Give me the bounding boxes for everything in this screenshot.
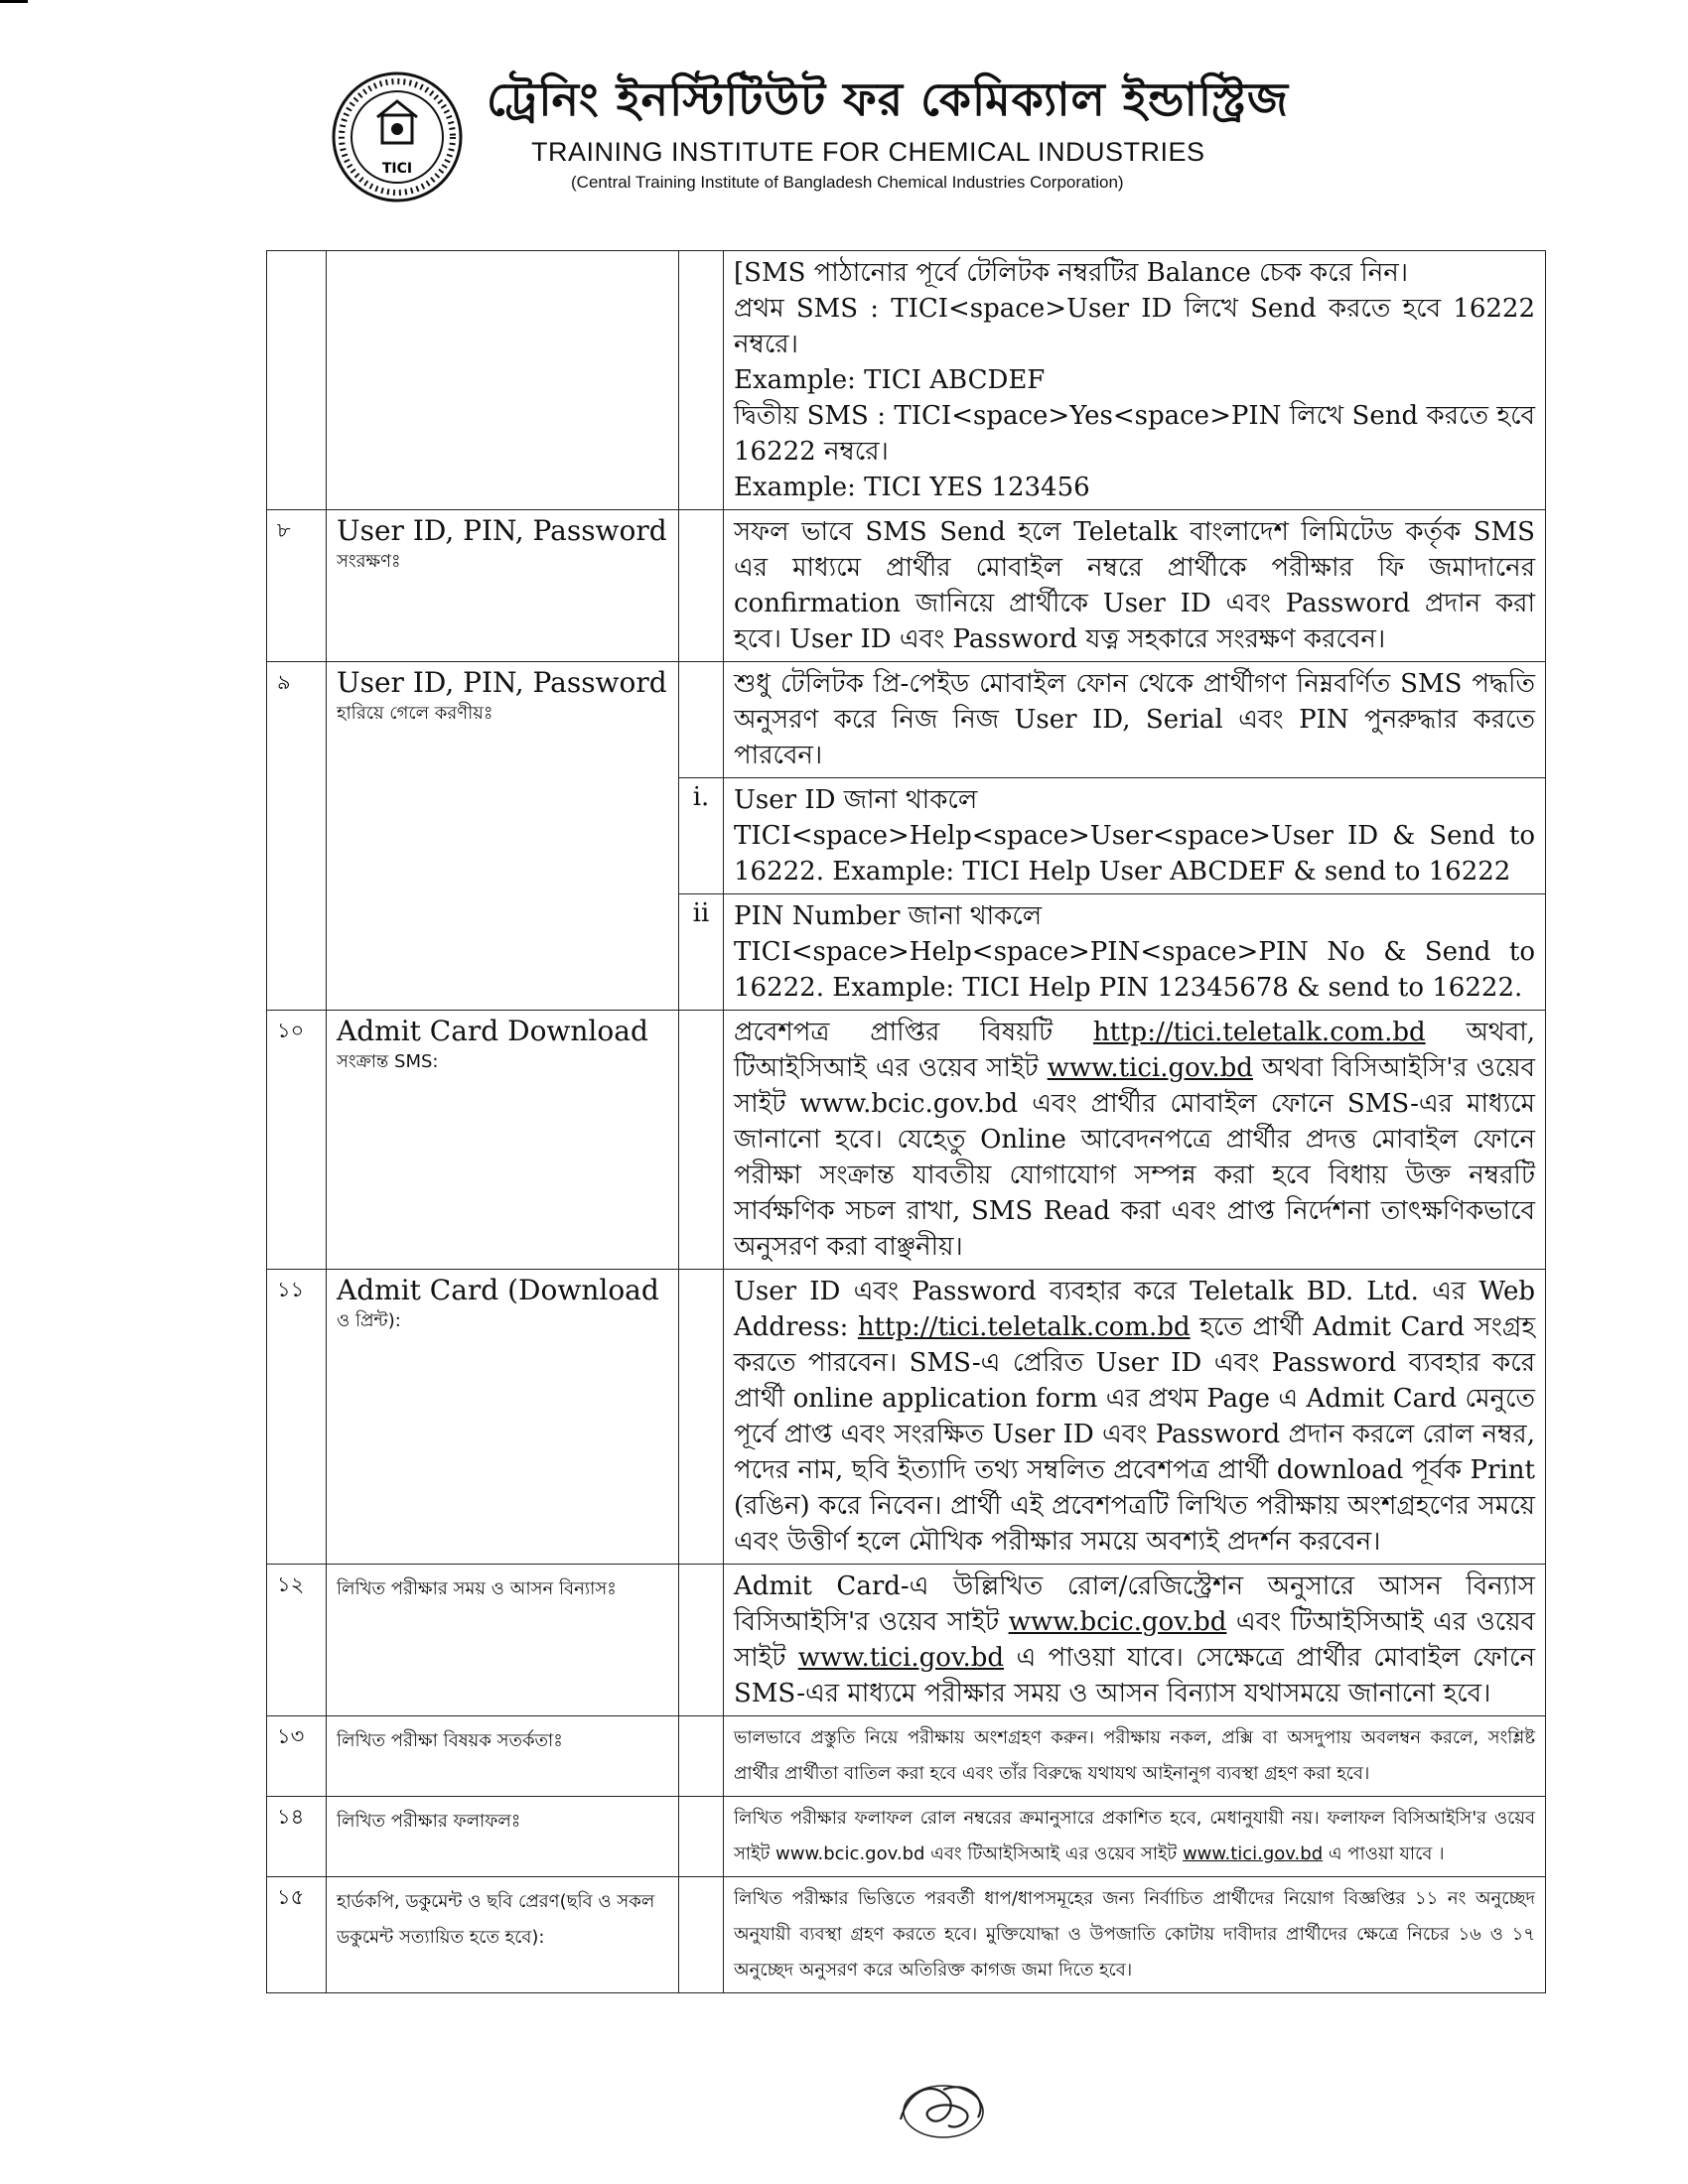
desc-text: এবং টিআইসিআই এর ওয়েব সাইট <box>734 1607 1536 1673</box>
row-sub-label <box>679 1565 724 1716</box>
table-row <box>267 1011 1546 1270</box>
row-title <box>327 1565 679 1716</box>
row-description: শুধু টেলিটক প্রি-পেইড মোবাইল ফোন থেকে প্রার্থীগণ নিম্নবর্ণিত SMS পদ্ধতি অনুসরণ করে নিজ নিজ User ID, Serial এবং PIN পুনরুদ্ধার করতে পারবেন। <box>724 662 1546 778</box>
row-number: ১২ <box>267 1565 327 1716</box>
row-title <box>327 1877 679 1993</box>
tici-seal-logo <box>328 68 467 206</box>
row-title-bangla: হার্ডকপি, ডকুমেন্ট ও ছবি প্রেরণ(ছবি ও সকল ডকুমেন্ট সত্যায়িত হতে হবে): <box>337 1891 655 1948</box>
tici-website-link[interactable]: www.tici.gov.bd <box>1047 1053 1253 1083</box>
row-number: ১৪ <box>267 1797 327 1877</box>
row-description: ভালভাবে প্রস্তুতি নিয়ে পরীক্ষায় অংশগ্রহণ করুন। পরীক্ষায় নকল, প্রক্সি বা অসদুপায় অবলম্বন করলে, সংশ্লিষ্ট প্রার্থীর প্রার্থীতা বাতিল করা হবে এবং তাঁর বিরুদ্ধে যথাযথ আইনানুগ ব্যবস্থা গ্রহণ করা হবে। <box>724 1716 1546 1797</box>
row-sub-label <box>679 1716 724 1797</box>
row-title <box>327 662 679 1011</box>
row-title-main: Admit Card Download <box>337 1015 648 1047</box>
institute-subtitle: (Central Training Institute of Bangladesh Chemical Industries Corporation) <box>571 173 1124 192</box>
desc-text: প্রবেশপত্র প্রাপ্তির বিষয়টি <box>734 1018 1054 1047</box>
table-row <box>267 662 1546 778</box>
row-title-bangla: লিখিত পরীক্ষার সময় ও আসন বিন্যাসঃ <box>337 1578 617 1599</box>
desc-text: Admit Card-এ উল্লিখিত রোল/রেজিস্ট্রেশন অনুসারে আসন বিন্যাস বিসিআইসি'র ওয়েব সাইট <box>734 1571 1535 1637</box>
seal-text: TICI <box>381 161 413 177</box>
desc-text: User ID এবং Password ব্যবহার করে Teletalk BD. Ltd. এর Web Address: <box>734 1277 1535 1342</box>
desc-text: অথবা বিসিআইসি'র ওয়েব সাইট www.bcic.gov.bd এবং প্রার্থীর মোবাইল ফোনে SMS-এর মাধ্যমে জানানো হবে। যেহেতু Online আবেদনপত্রে প্রার্থীর প্রদত্ত মোবাইল ফোনে পরীক্ষা সংক্রান্ত যাবতীয় যোগাযোগ সম্পন্ন করা হবে বিধায় উক্ত নম্বরটি সার্বক্ষণিক সচল রাখা, SMS Read করা এবং প্রাপ্ত নির্দেশনা তাৎক্ষণিকভাবে অনুসরণ করা বাঞ্ছনীয়। <box>734 1053 1536 1262</box>
tici-website-link[interactable]: www.tici.gov.bd <box>1182 1843 1324 1864</box>
row-title-bangla: সংরক্ষণঃ <box>337 551 401 572</box>
sub-label-i: i. <box>679 778 724 894</box>
row-number: ১৫ <box>267 1877 327 1993</box>
desc-text: অথবা, টিআইসিআই এর ওয়েব সাইট <box>734 1018 1536 1083</box>
row-number: ৯ <box>267 662 327 1011</box>
table-row <box>267 510 1546 662</box>
first-sms-instruction: প্রথম SMS : TICI<space>User ID লিখে Send করতে হবে 16222 নম্বরে। <box>734 294 1535 359</box>
scan-corner-mark <box>0 0 28 3</box>
second-sms-instruction: দ্বিতীয় SMS : TICI<space>Yes<space>PIN লিখে Send করতে হবে 16222 নম্বরে। <box>734 401 1535 467</box>
sub-description-pin <box>724 894 1546 1011</box>
row-title <box>327 1797 679 1877</box>
table-row <box>267 1797 1546 1877</box>
first-sms-example: Example: TICI ABCDEF <box>734 365 1046 395</box>
row-sub-label <box>679 1877 724 1993</box>
desc-text: এ পাওয়া যাবে। সেক্ষেত্রে প্রার্থীর মোবাইল ফোনে SMS-এর মাধ্যমে পরীক্ষার সময় ও আসন বিন্যাস যথাসময়ে জানানো হবে। <box>734 1643 1536 1708</box>
sub-text: TICI<space>Help<space>User<space>User ID & Send to 16222. Example: TICI Help User ABCDEF & send to 16222 <box>734 821 1535 887</box>
row-title-bangla: লিখিত পরীক্ষা বিষয়ক সতর্কতাঃ <box>337 1730 563 1751</box>
row-description <box>724 1797 1546 1877</box>
row-title-bangla: সংক্রান্ত SMS: <box>337 1051 439 1072</box>
bcic-website-link[interactable]: www.bcic.gov.bd <box>1008 1607 1227 1637</box>
row-title <box>327 1011 679 1270</box>
table-row <box>267 1565 1546 1716</box>
row-title <box>327 251 679 510</box>
row-title-main: Admit Card (Download <box>337 1274 659 1306</box>
row-sub-label <box>679 251 724 510</box>
row-title-main: User ID, PIN, Password <box>337 514 667 547</box>
desc-text: লিখিত পরীক্ষার ফলাফল রোল নম্বরের ক্রমানুসারে প্রকাশিত হবে, মেধানুযায়ী নয়। ফলাফল বিসিআইসি'র ওয়েব সাইট www.bcic.gov.bd এবং টিআইসিআই এর ওয়েব সাইট <box>734 1808 1535 1864</box>
row-description <box>724 1011 1546 1270</box>
teletalk-link[interactable]: http://tici.teletalk.com.bd <box>857 1312 1191 1342</box>
letterhead <box>328 58 1370 206</box>
signature-mark <box>889 2070 998 2149</box>
row-sub-label <box>679 662 724 778</box>
table-row <box>267 1716 1546 1797</box>
institute-title-english: TRAINING INSTITUTE FOR CHEMICAL INDUSTRIES <box>531 137 1205 167</box>
row-sub-label <box>679 1797 724 1877</box>
tici-website-link[interactable]: www.tici.gov.bd <box>797 1643 1005 1673</box>
row-title <box>327 1716 679 1797</box>
desc-text: হতে প্রার্থী Admit Card সংগ্রহ করতে পারবেন। SMS-এ প্রেরিত User ID এবং Password ব্যবহার করে প্রার্থী online application form এর প্রথম Page এ Admit Card মেনুতে পূর্বে প্রাপ্ত এবং সংরক্ষিত User ID এবং Password প্রদান করলে রোল নম্বর, পদের নাম, ছবি ইত্যাদি তথ্য সম্বলিত প্রবেশপত্র প্রার্থী download পূর্বক Print (রঙিন) করে নিবেন। প্রার্থী এই প্রবেশপত্রটি লিখিত পরীক্ষায় অংশগ্রহণের সময়ে এবং উত্তীর্ণ হলে মৌখিক পরীক্ষার সময়ে অবশ্যই প্রদর্শন করবেন। <box>734 1312 1536 1557</box>
row-sub-label <box>679 1011 724 1270</box>
desc-text: এ পাওয়া যাবে । <box>1328 1843 1445 1864</box>
row-number: ১১ <box>267 1270 327 1565</box>
table-row <box>267 1270 1546 1565</box>
sms-balance-note: [SMS পাঠানোর পূর্বে টেলিটক নম্বরটির Balance চেক করে নিন। <box>734 258 1409 288</box>
row-number: ৮ <box>267 510 327 662</box>
table-row <box>267 1877 1546 1993</box>
row-title <box>327 510 679 662</box>
row-sub-label <box>679 510 724 662</box>
row-title-bangla: ও প্রিন্ট): <box>337 1310 401 1331</box>
row-description: লিখিত পরীক্ষার ভিত্তিতে পরবর্তী ধাপ/ধাপসমূহের জন্য নির্বাচিত প্রার্থীদের নিয়োগ বিজ্ঞপ্তির ১১ নং অনুচ্ছেদ অনুযায়ী ব্যবস্থা গ্রহণ করতে হবে। মুক্তিযোদ্ধা ও উপজাতি কোটায় দাবীদার প্রার্থীদের ক্ষেত্রে নিচের ১৬ ও ১৭ অনুচ্ছেদ অনুসরণ করে অতিরিক্ত কাগজ জমা দিতে হবে। <box>724 1877 1546 1993</box>
teletalk-link[interactable]: http://tici.teletalk.com.bd <box>1092 1018 1426 1047</box>
row-title <box>327 1270 679 1565</box>
row-number: ১৩ <box>267 1716 327 1797</box>
row-sub-label <box>679 1270 724 1565</box>
instructions-table <box>266 250 1546 1993</box>
sub-heading: User ID জানা থাকলে <box>734 785 978 815</box>
row-description <box>724 1565 1546 1716</box>
row-description: সফল ভাবে SMS Send হলে Teletalk বাংলাদেশ লিমিটেড কর্তৃক SMS এর মাধ্যমে প্রার্থীর মোবাইল নম্বরে প্রার্থীকে পরীক্ষার ফি জমাদানের confirmation জানিয়ে প্রার্থীকে User ID এবং Password প্রদান করা হবে। User ID এবং Password যত্ন সহকারে সংরক্ষণ করবেন। <box>724 510 1546 662</box>
row-description <box>724 251 1546 510</box>
second-sms-example: Example: TICI YES 123456 <box>734 473 1090 502</box>
row-number: ১০ <box>267 1011 327 1270</box>
row-number <box>267 251 327 510</box>
sub-heading: PIN Number জানা থাকলে <box>734 901 1043 931</box>
institute-title-bangla: ট্রেনিং ইনস্টিটিউট ফর কেমিক্যাল ইন্ডাস্ট্রিজ <box>487 72 1290 126</box>
sub-description-user-id <box>724 778 1546 894</box>
sub-label-ii: ii <box>679 894 724 1011</box>
table-row <box>267 251 1546 510</box>
row-description <box>724 1270 1546 1565</box>
row-title-bangla: লিখিত পরীক্ষার ফলাফলঃ <box>337 1811 521 1832</box>
sub-text: TICI<space>Help<space>PIN<space>PIN No & Send to 16222. Example: TICI Help PIN 12345678 & send to 16222. <box>734 937 1535 1003</box>
row-title-bangla: হারিয়ে গেলে করণীয়ঃ <box>337 703 493 724</box>
row-title-main: User ID, PIN, Password <box>337 666 667 699</box>
